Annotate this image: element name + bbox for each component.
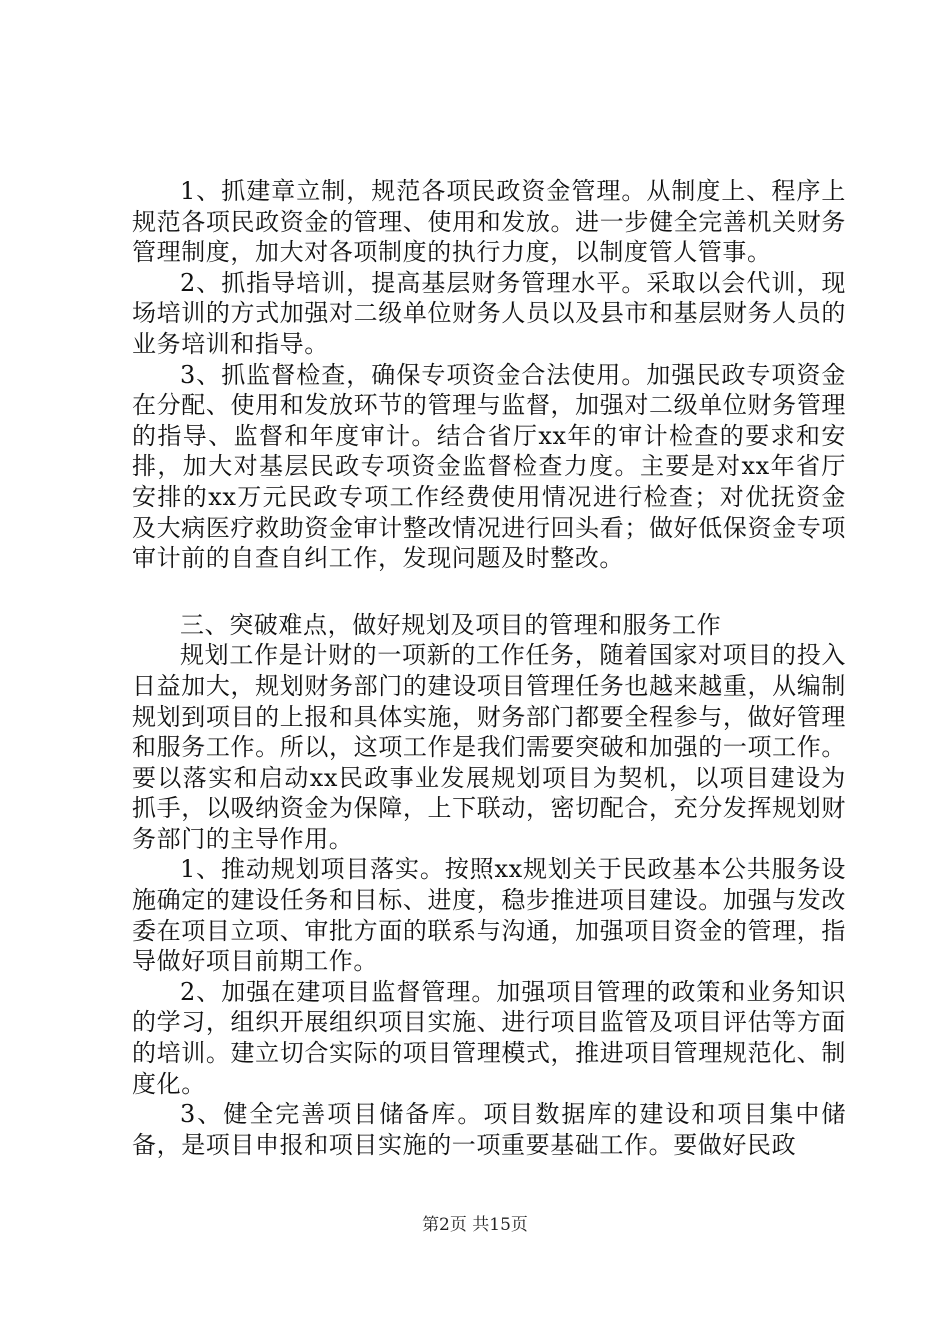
paragraph-supervision-inspection: 3、抓监督检查，确保专项资金合法使用。加强民政专项资金在分配、使用和发放环节的管理与监督，加强对二级单位财务管理的指导、监督和年度审计。结合省厅xx年的审计检查的要求和安排，加大对基层民政专项资金监督检查力度。主要是对xx年省厅安排的xx万元民政专项工作经费使用情况进行检查；对优抚资金及大病医疗救助资金审计整改情况进行回头看；做好低保资金专项审计前的自查自纠工作，发现问题及时整改。 [132, 360, 846, 573]
paragraph-planning-intro: 规划工作是计财的一项新的工作任务，随着国家对项目的投入日益加大，规划财务部门的建设项目管理任务也越来越重，从编制规划到项目的上报和具体实施，财务部门都要全程参与，做好管理和服务工作。所以，这项工作是我们需要突破和加强的一项工作。要以落实和启动xx民政事业发展规划项目为契机，以项目建设为抓手，以吸纳资金为保障，上下联动，密切配合，充分发挥规划财务部门的主导作用。 [132, 641, 846, 853]
document-body [132, 176, 846, 1160]
paragraph-promote-planning: 1、推动规划项目落实。按照xx规划关于民政基本公共服务设施确定的建设任务和目标、进度，稳步推进项目建设。加强与发改委在项目立项、审批方面的联系与沟通，加强项目资金的管理，指导做好项目前期工作。 [132, 855, 846, 976]
section-heading: 三、突破难点，做好规划及项目的管理和服务工作 [180, 610, 722, 639]
paragraph-finance-regulation: 1、抓建章立制，规范各项民政资金管理。从制度上、程序上规范各项民政资金的管理、使用和发放。进一步健全完善机关财务管理制度，加大对各项制度的执行力度，以制度管人管事。 [132, 177, 846, 267]
paragraph-guidance-training: 2、抓指导培训，提高基层财务管理水平。采取以会代训，现场培训的方式加强对二级单位财务人员以及县市和基层财务人员的业务培训和指导。 [132, 268, 846, 358]
paragraph-project-reserve: 3、健全完善项目储备库。项目数据库的建设和项目集中储备，是项目申报和项目实施的一项重要基础工作。要做好民政 [132, 1100, 846, 1159]
paragraph-project-supervision: 2、加强在建项目监督管理。加强项目管理的政策和业务知识的学习，组织开展组织项目实施、进行项目监管及项目评估等方面的培训。建立切合实际的项目管理模式，推进项目管理规范化、制度化。 [132, 977, 846, 1098]
page-number-footer: 第2页 共15页 [422, 1215, 528, 1235]
